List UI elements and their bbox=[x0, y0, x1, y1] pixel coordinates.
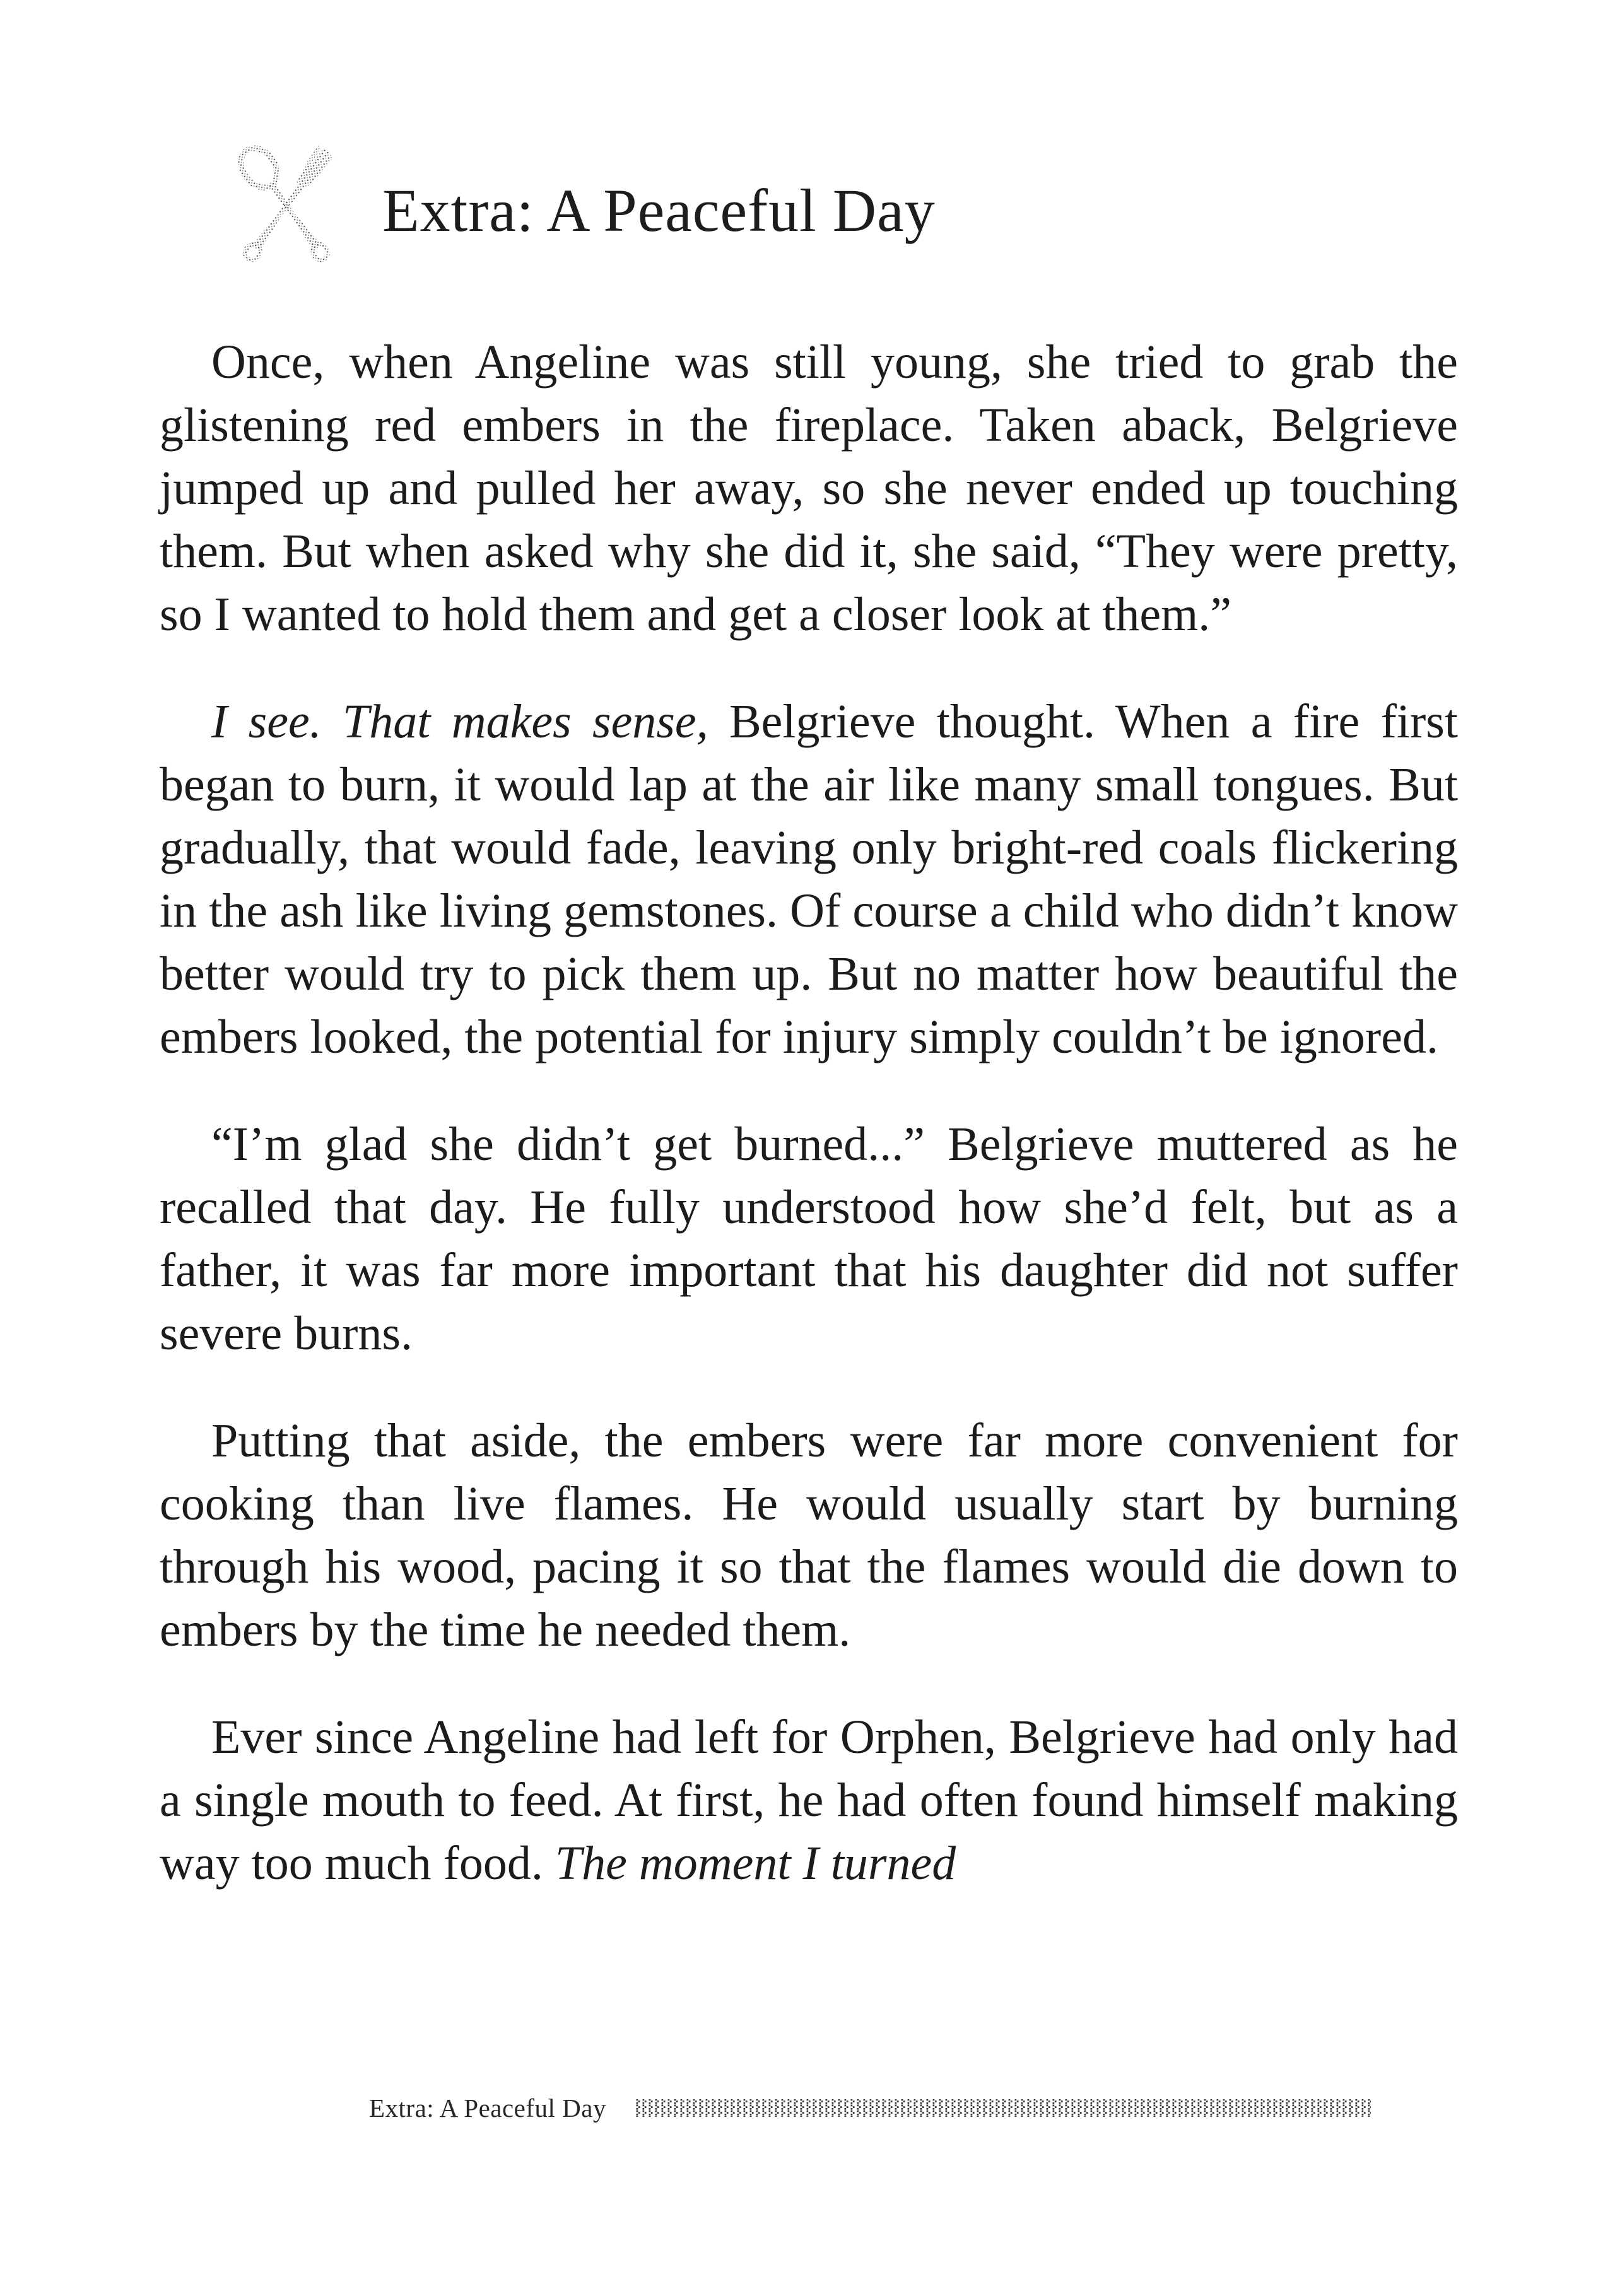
chapter-body bbox=[160, 331, 1458, 1939]
chapter-title: Extra: A Peaceful Day bbox=[382, 177, 936, 244]
dotted-squiggle-divider bbox=[635, 2099, 1371, 2117]
text-run-italic: I see. That makes sense, bbox=[211, 695, 708, 748]
text-run: Once, when Angeline was still young, she tried to grab the glistening red embers in the fireplace. Taken aback, Belgrieve jumped up and pulled her away, so she never ended up touching them. But when asked why she did it, she said, “They were pretty, so I wanted to hold them and get a closer look at them.” bbox=[160, 336, 1458, 641]
text-run: Ever since Angeline had left for Orphen, Belgrieve had only had a single mouth to feed. At first, he had often found himself making way too much food. bbox=[160, 1711, 1458, 1890]
chapter-header bbox=[0, 0, 1615, 296]
text-run: Belgrieve thought. When a fire first began to burn, it would lap at the air like many small tongues. But gradually, that would fade, leaving only bright-red coals flickering in the ash like living gemstones. Of course a child who didn’t know better would try to pick them up. But no matter how beautiful the embers looked, the potential for injury simply couldn’t be ignored. bbox=[160, 695, 1459, 1063]
paragraph bbox=[160, 1706, 1458, 1895]
footer-chapter-label: Extra: A Peaceful Day bbox=[369, 2094, 606, 2123]
text-run: Putting that aside, the embers were far more convenient for cooking than live flames. He would usually start by burning through his wood, pacing it so that the flames would die down to embers by the time he needed them. bbox=[160, 1414, 1458, 1656]
paragraph bbox=[160, 690, 1458, 1069]
paragraph bbox=[160, 331, 1458, 646]
paragraph bbox=[160, 1409, 1458, 1661]
text-run: “I’m glad she didn’t get burned...” Belgrieve muttered as he recalled that day. He fully understood how she’d felt, but as a father, it was far more important that his daughter did not suffer severe burns. bbox=[160, 1118, 1458, 1360]
text-run-italic: The moment I turned bbox=[555, 1837, 956, 1890]
paragraph bbox=[160, 1113, 1458, 1365]
crossed-spoon-fork-icon bbox=[235, 134, 338, 275]
page-footer bbox=[369, 2088, 1458, 2128]
